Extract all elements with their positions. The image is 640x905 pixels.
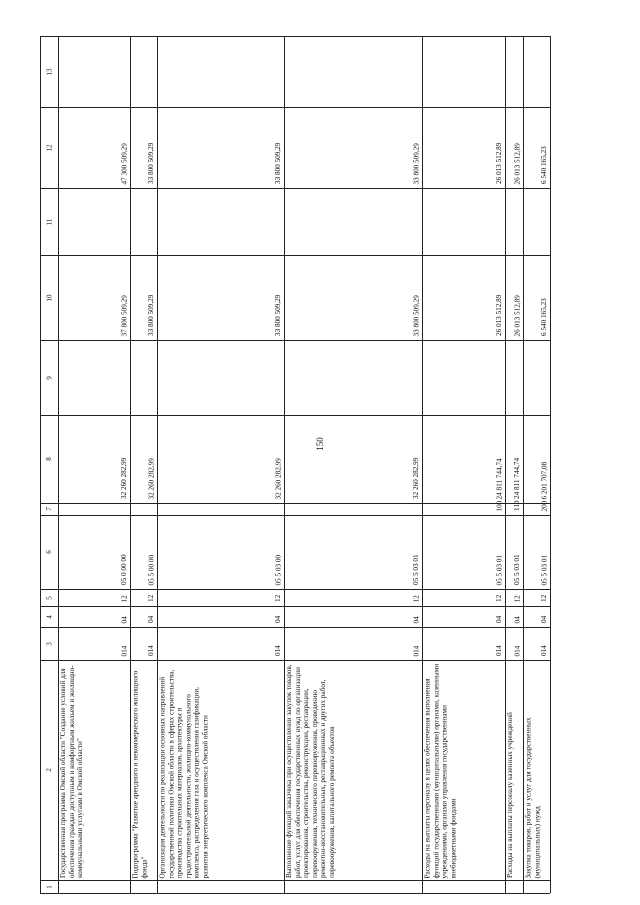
cell-c4: 04 (412, 615, 421, 623)
cell-c8: 24 811 744,74 (495, 457, 504, 499)
column-header: 12 (45, 144, 53, 151)
table-column-rule (40, 627, 550, 628)
column-header: 7 (45, 507, 53, 511)
cell-c4: 04 (540, 615, 549, 623)
cell-c12: 6 540 165,23 (540, 146, 549, 184)
row-description: Выполнение функций заказчика при осуществлении закупок товаров, работ, услуг для обеспечения государственных нужд по организации проектирования, строительства, реконструкции, реставрации, перевооружения, технического перевооружения, проведению ремонтно-восстановительных, реставрационных и других работ, перевооружения, капитального ремонта объектов (285, 664, 336, 878)
cell-c10: 33 800 509,29 (412, 294, 421, 336)
column-header: 5 (45, 595, 53, 600)
table-column-rule (40, 503, 550, 504)
cell-c10: 6 540 165,23 (540, 298, 549, 336)
cell-c3: 014 (513, 645, 522, 656)
table-column-rule (40, 36, 550, 37)
cell-c6: 05 5 03 01 (412, 554, 421, 585)
table-column-rule (40, 515, 550, 516)
cell-c4: 04 (495, 615, 504, 623)
cell-c3: 014 (412, 645, 421, 656)
row-description: Организация деятельности по реализации основных направлений государственной политики Омской области в сферах строительства, производства строительных материалов, архитектуры и градостроительной деятельности, жилищно-коммунального комплекса, распределения газа и осуществления газификации, развития энергетического комплекса Омской области (158, 669, 209, 878)
cell-c9 (423, 342, 504, 413)
cell-c9 (524, 342, 549, 413)
cell-c8: 32 260 282,99 (274, 457, 283, 499)
table-column-rule (40, 107, 550, 108)
cell-c7: 200 (540, 500, 549, 511)
cell-c11 (423, 190, 504, 253)
cell-c6: 05 0 00 00 (120, 554, 129, 585)
cell-c11 (506, 190, 522, 253)
cell-c12: 47 300 509,29 (120, 142, 129, 184)
row-description: Подпрограмма "Развитие арендного и некоммерческого жилищного фонда" (131, 670, 148, 878)
cell-c3: 014 (540, 645, 549, 656)
cell-c7 (158, 505, 283, 513)
cell-c6: 05 5 03 01 (495, 554, 504, 585)
cell-c5: 12 (513, 594, 522, 602)
cell-c10: 33 800 509,29 (147, 294, 156, 336)
cell-c4: 04 (120, 615, 129, 623)
cell-c9 (59, 342, 129, 413)
column-header: 4 (45, 614, 53, 619)
cell-c12: 33 800 509,29 (412, 142, 421, 184)
cell-c11 (158, 190, 283, 253)
row-description: Расходы на выплаты персоналу казенных учреждений (506, 712, 514, 878)
cell-c5: 12 (495, 594, 504, 602)
cell-c12: 26 013 512,89 (513, 142, 522, 184)
cell-c4: 04 (147, 615, 156, 623)
table-column-rule (40, 893, 550, 894)
cell-c9 (131, 342, 156, 413)
column-header: 9 (45, 375, 53, 380)
cell-c8: 32 260 282,99 (412, 457, 421, 499)
cell-c7 (285, 505, 421, 513)
cell-c3: 014 (274, 645, 283, 656)
cell-c7: 100 (495, 500, 504, 511)
cell-c7 (131, 505, 156, 513)
column-header: 6 (45, 550, 53, 554)
cell-c6: 05 5 03 00 (274, 554, 283, 585)
cell-c11 (131, 190, 156, 253)
cell-c12: 33 800 509,29 (147, 142, 156, 184)
table-column-rule (40, 340, 550, 341)
cell-c10: 26 013 512,89 (495, 294, 504, 336)
table-column-rule (40, 880, 550, 881)
cell-c5: 12 (147, 594, 156, 602)
cell-c3: 014 (147, 645, 156, 656)
row-description: Закупка товаров, работ и услуг для государственных (муниципальных) нужд (524, 716, 541, 878)
cell-c11 (524, 190, 549, 253)
cell-c10: 33 800 509,29 (274, 294, 283, 336)
cell-c6: 05 5 03 01 (513, 554, 522, 585)
table-column-rule (40, 589, 550, 590)
cell-c4: 04 (274, 615, 283, 623)
cell-c8: 6 201 707,08 (540, 461, 549, 499)
cell-c5: 12 (120, 594, 129, 602)
cell-c3: 014 (120, 645, 129, 656)
cell-c9 (285, 342, 421, 413)
column-header: 1 (45, 884, 53, 889)
cell-c5: 12 (274, 594, 283, 602)
column-header: 8 (45, 457, 53, 461)
cell-c3: 014 (495, 645, 504, 656)
cell-c12: 26 013 512,89 (495, 142, 504, 184)
cell-c6: 05 5 00 00 (147, 554, 156, 585)
cell-c11 (285, 190, 421, 253)
cell-c9 (158, 342, 283, 413)
cell-c8: 24 811 744,74 (513, 457, 522, 499)
table-column-rule (40, 660, 550, 661)
table-row-rule (550, 36, 551, 893)
row-description: Государственная программа Омской области "Создание условий для обеспечения граждан доступным и комфортным жильем и жилищно-коммунальными услугами в Омской области" (59, 665, 85, 878)
cell-c12: 33 800 509,29 (274, 142, 283, 184)
table-column-rule (40, 255, 550, 256)
cell-c7: 110 (513, 500, 522, 511)
table-column-rule (40, 188, 550, 189)
column-header: 11 (45, 218, 53, 225)
cell-c10: 26 013 512,89 (513, 294, 522, 336)
row-description: Расходы на выплаты персоналу в целях обеспечения выполнения функций государственными (муниципальными) органами, казенными учреждениями, органами управления государственными внебюджетными фондами (423, 663, 457, 878)
cell-c5: 12 (412, 594, 421, 602)
cell-c8: 32 260 282,99 (120, 457, 129, 499)
table-column-rule (40, 606, 550, 607)
cell-c4: 04 (513, 615, 522, 623)
column-header: 10 (45, 294, 53, 301)
table-column-rule (40, 415, 550, 416)
cell-c10: 37 800 509,29 (120, 294, 129, 336)
cell-c7 (59, 505, 129, 513)
cell-c6: 05 5 03 01 (540, 554, 549, 585)
page-number: 150 (315, 437, 325, 451)
column-header: 3 (45, 641, 53, 646)
column-header: 2 (45, 768, 53, 772)
cell-c5: 12 (540, 594, 549, 602)
cell-c9 (506, 342, 522, 413)
cell-c11 (59, 190, 129, 253)
cell-c8: 32 260 282,99 (147, 457, 156, 499)
column-header: 13 (45, 68, 53, 75)
